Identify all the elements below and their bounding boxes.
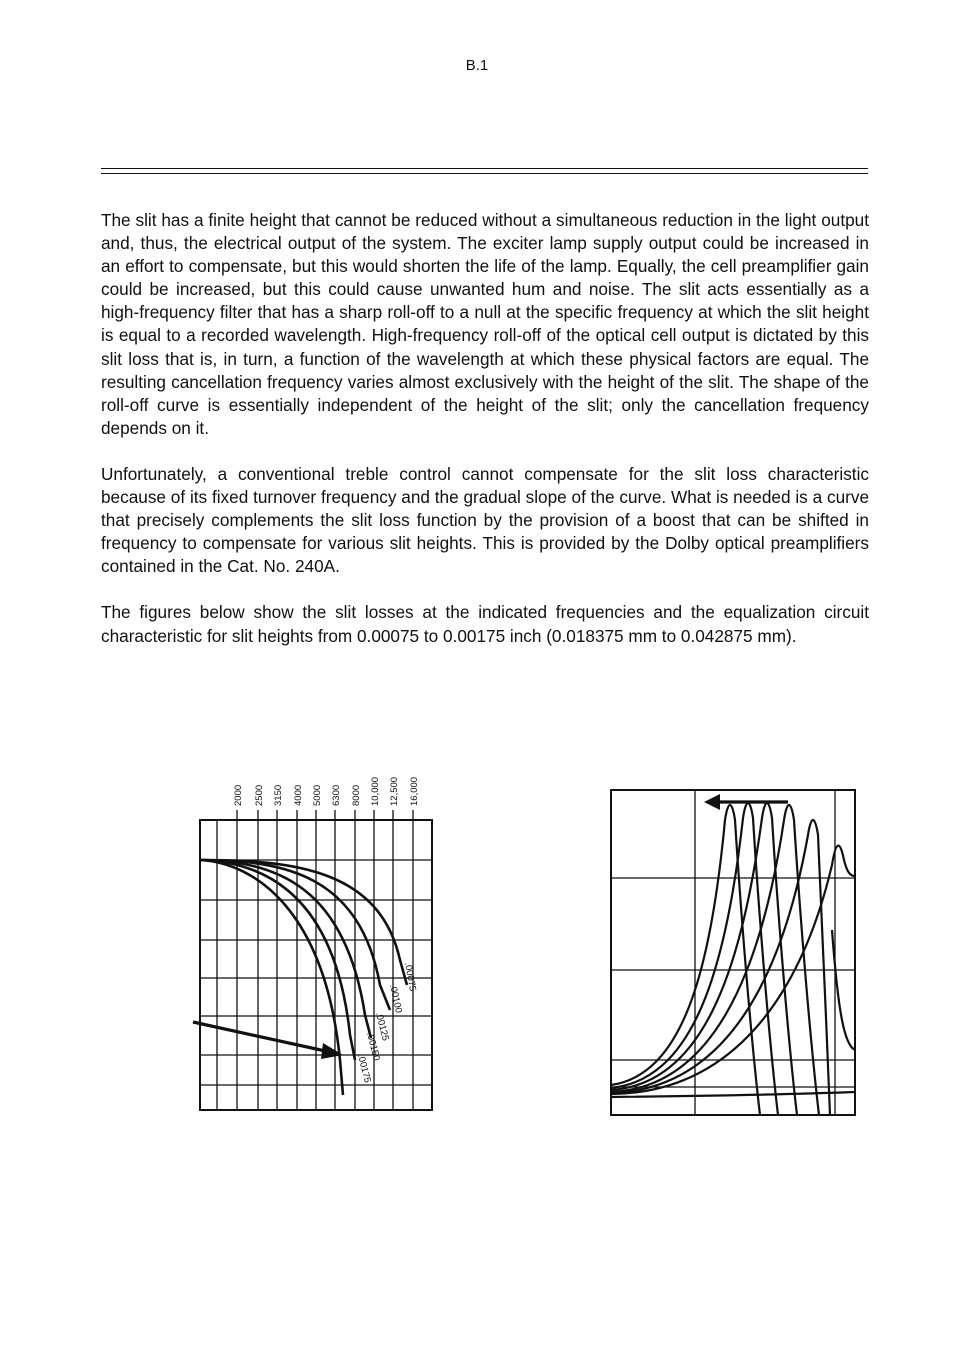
- eq-curve-4: [611, 805, 819, 1115]
- slit-loss-graph: [185, 760, 445, 1120]
- freq-label-10000: 10,000: [370, 776, 381, 806]
- paragraph-3: The figures below show the slit losses at the indicated frequencies and the equalization circuit characteristic for slit heights from 0.00075 to 0.00175 inch (0.018375 mm to 0.042875 mm).: [101, 602, 869, 646]
- freq-label-2500: 2500: [254, 784, 265, 806]
- freq-label-12500: 12,500: [389, 776, 400, 806]
- header-rule-top: [101, 168, 868, 169]
- eq-curve-1: [611, 805, 760, 1115]
- curve-00125: [200, 860, 371, 1038]
- freq-label-5000: 5000: [312, 784, 323, 806]
- paragraph-1: The slit has a finite height that cannot be reduced without a simultaneous reduction in the light output and, thus, the electrical output of the system. The exciter lamp supply output could be increased in an effort to compensate, but this would shorten the life of the lamp. Equally, the cell preamplifier gain could be increased, but this could cause unwanted hum and noise. The slit acts essentially as a high-frequency filter that has a sharp roll-off to a null at the specific frequency at which the slit height is equal to a recorded wavelength. High-frequency roll-off of the optical cell output is dictated by this slit loss that is, in turn, a function of the wavelength at which these physical factors are equal. The resulting cancellation frequency varies almost exclusively with the height of the slit. The shape of the roll-off curve is essentially independent of the height of the slit; only the cancellation frequency depends on it.: [101, 210, 869, 438]
- slit-loss-figure: [185, 760, 445, 1120]
- header-rule-bottom: [101, 173, 868, 174]
- curve-label-00075: .00075: [402, 961, 418, 993]
- paragraph-2: Unfortunately, a conventional treble control cannot compensate for the slit loss characteristic because of its fixed turnover frequency and the gradual slope of the curve. What is needed is a curve that precisely complements the slit loss function by the provision of a boost that can be shifted in frequency to compensate for various slit heights. This is provided by the Dolby optical preamplifiers contained in the Cat. No. 240A.: [101, 463, 869, 577]
- curve-label-00125: .00125: [373, 1011, 391, 1042]
- freq-label-2000: 2000: [233, 784, 244, 806]
- freq-label-4000: 4000: [293, 784, 304, 806]
- eq-baseline: [611, 1092, 855, 1097]
- equalization-graph: [600, 780, 870, 1125]
- body-text: [101, 209, 869, 671]
- freq-label-6300: 6300: [331, 784, 342, 806]
- freq-label-16000: 16,000: [409, 776, 420, 806]
- equalization-figure: [600, 780, 870, 1125]
- freq-label-8000: 8000: [351, 784, 362, 806]
- curve-label-00150: .00150: [364, 1031, 382, 1062]
- curve-label-00100: .00100: [387, 983, 404, 1015]
- pointer-arrow: [193, 1022, 343, 1059]
- freq-label-3150: 3150: [273, 784, 284, 806]
- curve-label-00175: .00175: [355, 1053, 373, 1084]
- page-number: B.1: [465, 57, 489, 74]
